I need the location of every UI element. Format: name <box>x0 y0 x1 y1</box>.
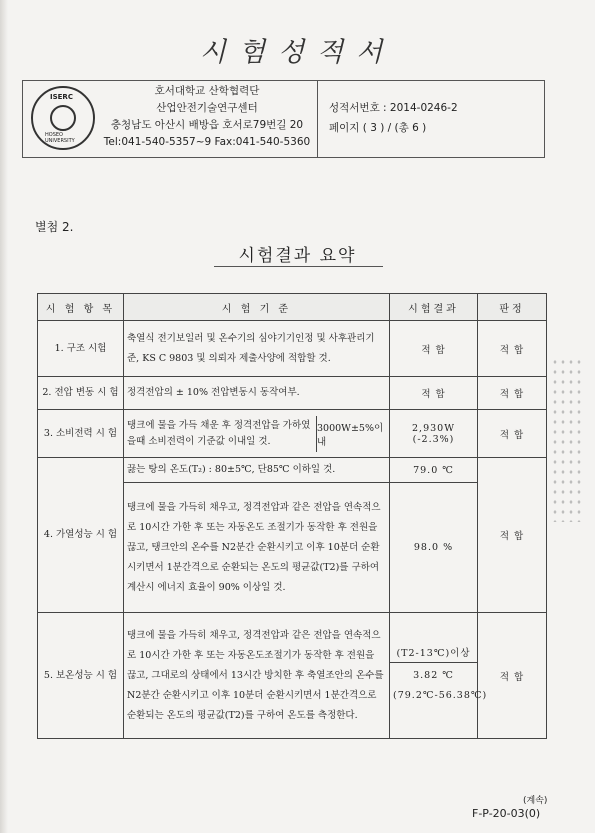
test-criteria: 축열식 전기보일러 및 온수기의 심야기기인정 및 사후관리기준, KS C 9803 및 의뢰자 제출사양에 적합할 것. <box>124 321 390 377</box>
header-test-item: 시 험 항 목 <box>38 294 124 321</box>
test-judgement: 적 합 <box>478 613 547 739</box>
test-result-efficiency: 98.0 % <box>390 483 478 613</box>
test-result-temperature: 79.0 ℃ <box>390 458 478 483</box>
form-number: F-P-20-03(0) <box>472 807 541 820</box>
table-row <box>38 458 547 483</box>
org-contact: Tel:041-540-5357~9 Fax:041-540-5360 <box>103 136 311 148</box>
test-category: 1. 구조 시험 <box>38 321 124 377</box>
test-judgement: 적 합 <box>478 458 547 613</box>
continued-label: (계속) <box>523 796 548 806</box>
test-result: 적 합 <box>390 377 478 410</box>
org-address: 충청남도 아산시 배방읍 호서로79번길 20 <box>110 119 304 131</box>
org-center: 산업안전기술연구센터 <box>156 102 258 114</box>
logo-top-text: ISERC <box>50 93 73 101</box>
report-header <box>22 80 545 158</box>
test-criteria: 탱크에 물을 가득 채운 후 정격전압을 가하였을때 소비전력이 기준값 이내일 것. <box>127 419 311 447</box>
report-info <box>329 98 458 138</box>
table-row <box>38 321 547 377</box>
appendix-label: 별첨 2. <box>35 220 74 234</box>
logo-bottom-text: HOSEO UNIVERSITY <box>45 132 75 144</box>
organization-info <box>103 83 311 151</box>
test-result-block <box>390 613 488 739</box>
header-judgement: 판정 <box>478 294 547 321</box>
test-result: 2,930W (-2.3%) <box>390 410 478 458</box>
report-number: 성적서번호 : 2014-0246-2 <box>329 102 458 114</box>
page-indicator: 페이지 ( 3 ) / (총 6 ) <box>329 122 427 134</box>
test-result-detail: (79.2℃-56.38℃) <box>393 690 488 701</box>
test-category: 5. 보온성능 시 험 <box>38 613 124 739</box>
test-judgement: 적 합 <box>478 321 547 377</box>
test-criteria-efficiency: 탱크에 물을 가득히 채우고, 정격전압과 같은 전압을 연속적으로 10시간 가한 후 또는 자동온도 조절기가 동작한 후 전원을 끊고, 탱크안의 온수를 N2분간 순환시키고 이후 10분더 순환시키면서 1분간격으로 순환되는 온도의 평균값(T2)를 구하여 계산시 에너지 효율이 90% 이상일 것. <box>124 483 390 613</box>
document-title: 시험성적서 <box>199 37 396 68</box>
test-criteria: 탱크에 물을 가득히 채우고, 정격전압과 같은 전압을 연속적으로 10시간 가한 후 또는 자동온도조절기가 동작한 후 전원을 끊고, 그대로의 상태에서 13시간 방치한 후 축열조안의 온수를 N2분간 순환시키고 이후 10분더 순환시키면서 1분간격으로 순환되는 온도의 평균값(T2)를 구하여 온도를 측정한다. <box>124 613 390 739</box>
test-criteria: 정격전압의 ± 10% 전압변동시 동작여부. <box>124 377 390 410</box>
test-result-value-group <box>390 663 488 709</box>
logo-emblem-icon <box>50 105 76 131</box>
test-criteria-temperature: 끓는 탕의 온도(T₂) : 80±5℃, 단85℃ 이하일 것. <box>124 458 390 483</box>
criteria-with-limit <box>124 410 390 458</box>
table-row <box>38 613 547 739</box>
test-result-threshold: (T2-13℃)이상 <box>390 642 477 663</box>
org-name: 호서대학교 산학협력단 <box>154 85 260 97</box>
header-result: 시험결과 <box>390 294 478 321</box>
test-results-table <box>37 293 547 739</box>
power-limit: 3000W±5%이내 <box>316 416 389 452</box>
test-result-value: 3.82 ℃ <box>413 670 454 681</box>
test-judgement: 적 합 <box>478 377 547 410</box>
table-header-row <box>38 294 547 321</box>
test-category: 4. 가열성능 시 험 <box>38 458 124 613</box>
test-category: 3. 소비전력 시 험 <box>38 410 124 458</box>
summary-title: 시험결과 요약 <box>238 246 357 266</box>
summary-underline <box>214 266 383 267</box>
binding-holes-pattern <box>551 357 583 522</box>
university-seal-logo <box>31 86 95 150</box>
test-result: 적 합 <box>390 321 478 377</box>
header-criteria: 시 험 기 준 <box>124 294 390 321</box>
table-row <box>38 410 547 458</box>
test-category: 2. 전압 변동 시 험 <box>38 377 124 410</box>
test-judgement: 적 합 <box>478 410 547 458</box>
table-row <box>38 377 547 410</box>
page-edge <box>0 0 8 833</box>
header-divider <box>317 81 318 157</box>
